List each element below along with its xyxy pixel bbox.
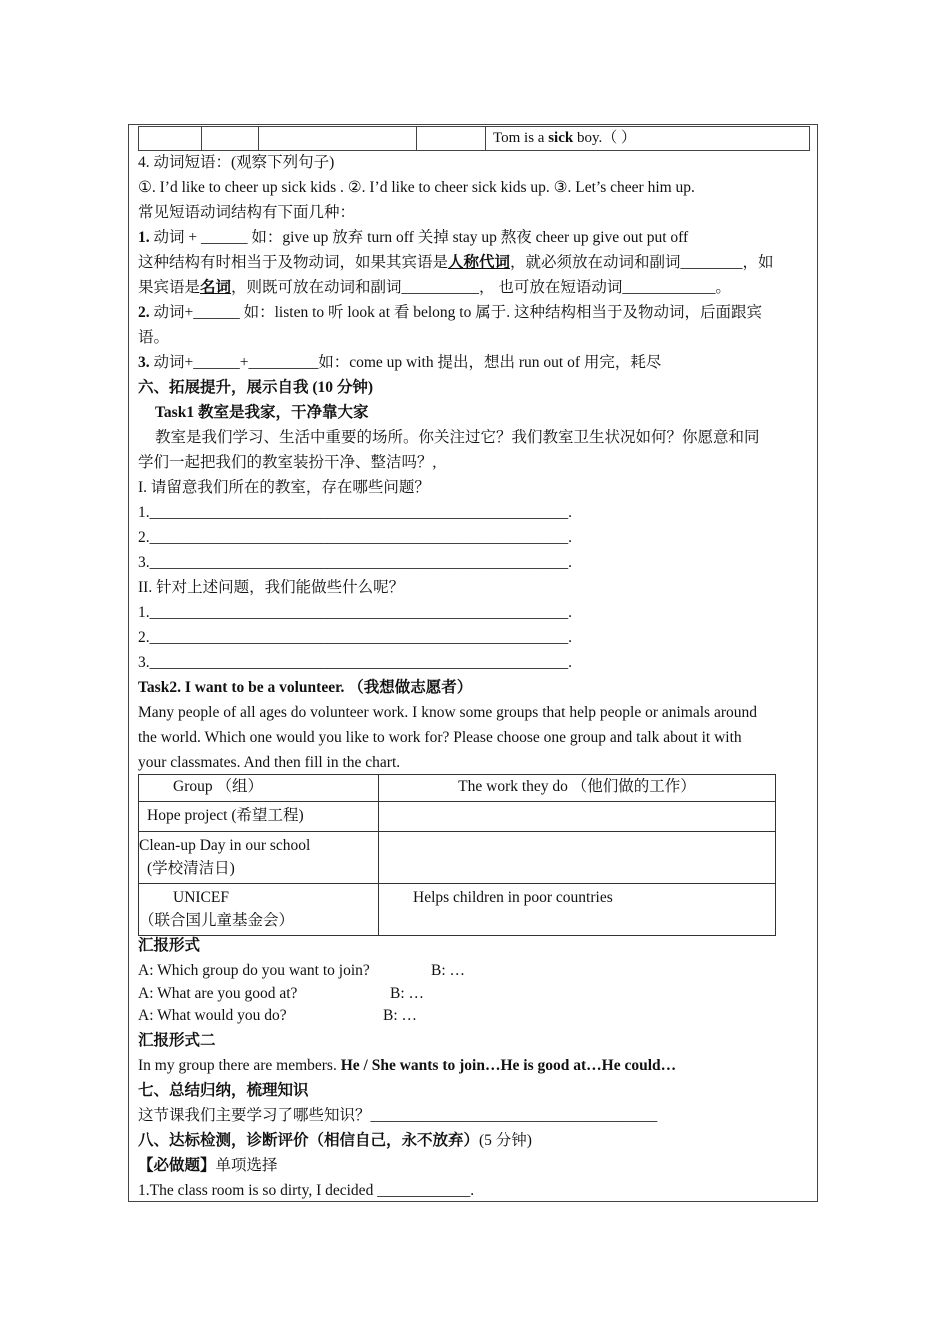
text: 果宾语是 [138, 279, 201, 296]
chart-header-work: The work they do （他们做的工作） [379, 775, 776, 802]
key-term: 人称代词 [448, 254, 511, 271]
text: (学校清洁日) [147, 860, 235, 877]
task2-paragraph: Many people of all ages do volunteer work. I know some groups that help people or animals around [138, 704, 757, 721]
pattern1-line2 [138, 252, 774, 274]
pattern1-line3 [138, 277, 731, 299]
task1-title: Task1 教室是我家，干净靠大家 [155, 404, 369, 421]
chart-work-cell[interactable] [379, 832, 776, 884]
report-format-2-text [138, 1055, 676, 1077]
table-cell [259, 127, 417, 150]
pattern-text: 动词 + ______ 如：give up 放弃 turn off 关掉 stay up 熬夜 cheer up give out put off [149, 229, 689, 246]
answer-line[interactable]: 2.______________________________________________________. [138, 629, 572, 646]
report-format-1-title: 汇报形式 [138, 937, 201, 954]
text: 单项选择 [215, 1157, 278, 1174]
section7-question: 这节课我们主要学习了哪些知识？_____________________________________ [138, 1107, 658, 1124]
text: (5 分钟) [479, 1132, 532, 1149]
question-key-word: sick [548, 130, 574, 146]
pattern-number: 3. [138, 354, 150, 371]
choice-question-1: 1.The class room is so dirty, I decided ____________. [138, 1182, 475, 1199]
answer-line[interactable]: 1.______________________________________________________. [138, 504, 572, 521]
task2-paragraph: your classmates. And then fill in the chart. [138, 754, 401, 771]
chart-header-group: Group （组） [139, 775, 379, 802]
dialogue-line-a: A: What would you do? [138, 1007, 287, 1024]
text: UNICEF [173, 889, 229, 906]
question-1: I. 请留意我们所在的教室，存在哪些问题？ [138, 479, 430, 496]
chart-group-cell [139, 832, 379, 884]
section7-heading: 七、总结归纳，梳理知识 [138, 1082, 309, 1099]
text: He / She wants to join…He is good at…He could… [340, 1057, 677, 1074]
answer-line[interactable]: 2.______________________________________________________. [138, 529, 572, 546]
report-format-2-title: 汇报形式二 [138, 1032, 216, 1049]
volunteer-chart [138, 774, 776, 936]
text: ，则既可放在动词和副词__________， 也可放在短语动词____________。 [231, 279, 731, 296]
question-text: Tom is a [493, 130, 549, 146]
text: 【必做题】 [138, 1157, 216, 1174]
section8-heading [138, 1130, 532, 1152]
section4-title: 4. 动词短语：(观察下列句子) [138, 154, 335, 171]
top-table-row [138, 126, 810, 151]
question-2: II. 针对上述问题，我们能做些什么呢？ [138, 579, 405, 596]
table-cell-question [486, 127, 636, 150]
dialogue-line-a: A: Which group do you want to join? [138, 962, 370, 979]
task1-paragraph-cont: 学们一起把我们的教室装扮干净、整洁吗？, [138, 454, 437, 471]
section6-heading: 六、拓展提升，展示自我 (10 分钟) [138, 379, 374, 396]
chart-work-cell: Helps children in poor countries [379, 884, 776, 936]
dialogue-line-b: B: … [390, 985, 425, 1002]
task2-title: Task2. I want to be a volunteer. （我想做志愿者） [138, 679, 473, 696]
table-cell [417, 127, 486, 150]
pattern-text: 动词+______ 如：listen to 听 look at 看 belong to 属于. 这种结构相当于及物动词，后面跟宾 [149, 304, 762, 321]
chart-group-cell [139, 884, 379, 936]
table-cell [139, 127, 202, 150]
table-cell [202, 127, 259, 150]
text: （联合国儿童基金会） [139, 912, 295, 929]
pattern3 [138, 352, 661, 374]
answer-line[interactable]: 3.______________________________________________________. [138, 554, 572, 571]
required-questions-label [138, 1155, 278, 1177]
task1-paragraph: 教室是我们学习、生活中重要的场所。你关注过它？我们教室卫生状况如何？你愿意和同 [155, 429, 760, 446]
dialogue-line-a: A: What are you good at? [138, 985, 298, 1002]
task2-paragraph: the world. Which one would you like to work for? Please choose one group and talk about it with [138, 729, 742, 746]
question-text: boy.（ ） [573, 130, 636, 146]
answer-line[interactable]: 3.______________________________________________________. [138, 654, 572, 671]
pattern-number: 1. [138, 229, 150, 246]
section4-intro: 常见短语动词结构有下面几种： [138, 204, 356, 221]
text: 这种结构有时相当于及物动词，如果其宾语是 [138, 254, 449, 271]
dialogue-line-b: B: … [383, 1007, 418, 1024]
pattern-text: 动词+______+_________如：come up with 提出，想出 run out of 用完，耗尽 [149, 354, 662, 371]
dialogue-line-b: B: … [431, 962, 466, 979]
chart-work-cell[interactable] [379, 802, 776, 832]
answer-line[interactable]: 1.______________________________________________________. [138, 604, 572, 621]
chart-group-cell: Hope project (希望工程) [139, 802, 379, 832]
text: ，就必须放在动词和副词________，如 [510, 254, 774, 271]
pattern-number: 2. [138, 304, 150, 321]
section4-examples: ①. I’d like to cheer up sick kids . ②. I’d like to cheer sick kids up. ③. Let’s cheer him up. [138, 179, 695, 196]
pattern2 [138, 302, 762, 324]
text: Clean-up Day in our school [139, 837, 311, 854]
pattern1 [138, 227, 688, 249]
pattern2-line2: 语。 [138, 329, 170, 346]
text: 八、达标检测，诊断评价（相信自己，永不放弃） [138, 1132, 480, 1149]
text: In my group there are members. [138, 1057, 341, 1074]
key-term: 名词 [200, 279, 232, 296]
